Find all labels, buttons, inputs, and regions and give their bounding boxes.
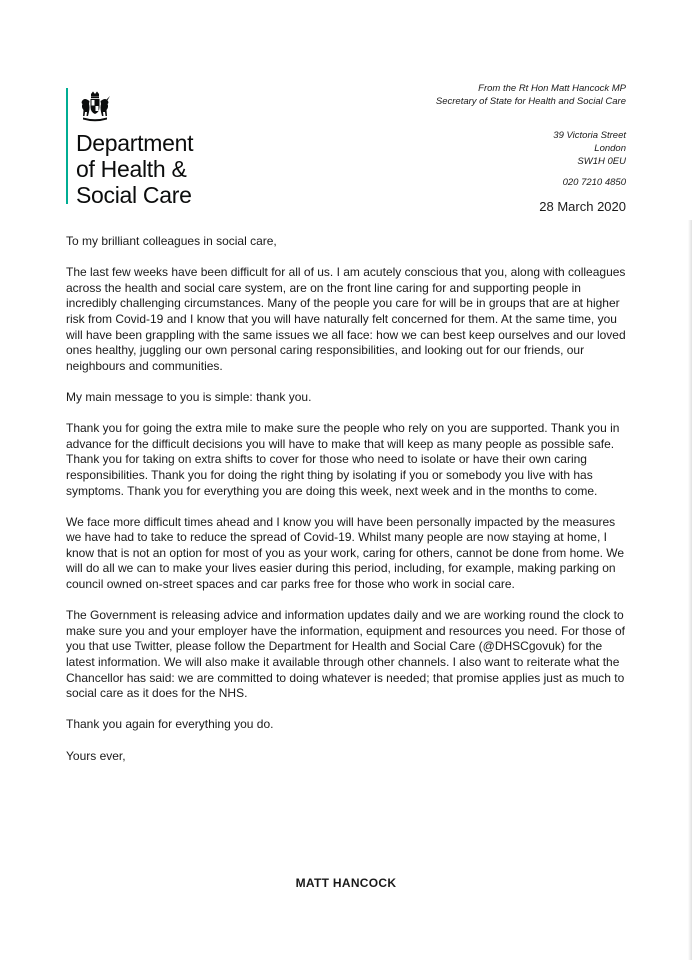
paragraph: The Government is releasing advice and information updates daily and we are working round the clock to make sure you and your employer have the information, equipment and resources you need. For those of you that use Twitter, please follow the Department for Health and Social Care (@DHSCgovuk) for the latest information. We will also make it available through other channels. I also want to reiterate what the Chancellor has said: we are committed to doing whatever is needed; that promise applies just as much to social care as it does for the NHS. — [66, 608, 625, 701]
sender-title-line: Secretary of State for Health and Social Care — [435, 96, 626, 107]
sender-heading — [436, 82, 626, 108]
logo-accent-bar — [66, 88, 68, 204]
page-edge-shadow — [688, 220, 692, 960]
address-line: SW1H 0EU — [577, 156, 626, 167]
sender-from-line: From the Rt Hon Matt Hancock MP — [478, 83, 626, 94]
paragraph: Thank you for going the extra mile to make sure the people who rely on you are supported. Thank you in advance for the difficult decisions you will have to make that will keep as many people as possible safe. Thank you for taking on extra shifts to cover for those who need to isolate or have their own caring responsibilities. Thank you for doing the right thing by isolating if you or somebody you live with has symptoms. Thank you for everything you are doing this week, next week and in the months to come. — [66, 421, 620, 498]
paragraph: We face more difficult times ahead and I know you will have been personally impacted by the measures we have had to take to reduce the spread of Covid-19. Whilst many people are now staying at home, I know that is not an option for most of you as your work, caring for others, cannot be done from home. We will do all we can to make your lives easier during this period, including, for example, making parking on council owned on-street spaces and car parks free for those who work in social care. — [66, 514, 625, 592]
salutation: To my brilliant colleagues in social care, — [66, 234, 277, 248]
paragraph: Thank you again for everything you do. — [66, 717, 274, 732]
signature-name: MATT HANCOCK — [295, 876, 397, 890]
sender-phone: 020 7210 4850 — [562, 177, 626, 188]
closing: Yours ever, — [66, 748, 126, 763]
department-name-line: Social Care — [76, 182, 192, 208]
sender-address — [553, 129, 626, 168]
department-name — [76, 130, 193, 208]
address-line: London — [594, 143, 626, 154]
address-line: 39 Victoria Street — [553, 130, 626, 141]
department-logo — [66, 88, 246, 208]
paragraph: The last few weeks have been difficult for all of us. I am acutely conscious that you, along with colleagues across the health and social care system, are on the front line caring for and supporting people in incredibly challenging circumstances. Many of the people you care for will be in groups that are at higher risk from Covid-19 and I know that you will have naturally felt concerned for them. At the same time, you will have been grappling with the same issues we all face: how we can best keep ourselves and our loved ones healthy, juggling our own personal caring responsibilities, and looking out for our friends, our neighbours and communities. — [66, 265, 626, 373]
letter-body — [66, 234, 626, 780]
department-name-line: of Health & — [76, 156, 187, 182]
royal-crest-icon — [78, 90, 112, 124]
department-name-line: Department — [76, 130, 194, 156]
paragraph: My main message to you is simple: thank you. — [66, 389, 312, 404]
letter-date: 28 March 2020 — [539, 199, 626, 214]
